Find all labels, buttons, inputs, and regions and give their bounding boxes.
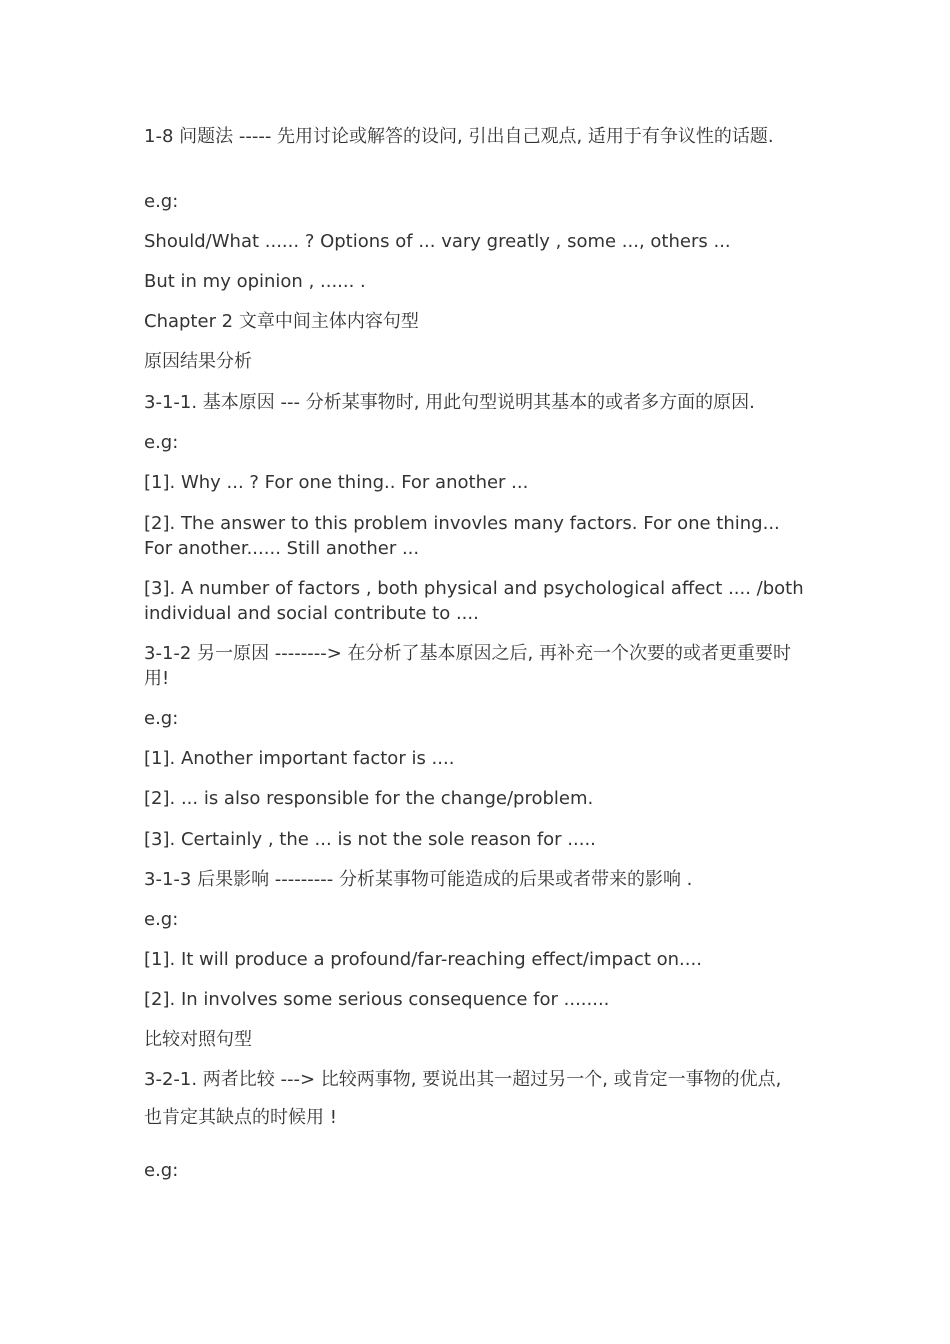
paragraph-example: [1]. It will produce a profound/far-reaching effect/impact on.... xyxy=(144,949,702,970)
paragraph-eg: e.g: xyxy=(144,708,179,729)
paragraph-comparison: 3-2-1. 两者比较 ---> 比较两事物, 要说出其一超过另一个, 或肯定一事物的优点, 也肯定其缺点的时候用 ! xyxy=(144,1069,788,1128)
paragraph-question-method: 1-8 问题法 ----- 先用讨论或解答的设问, 引出自己观点, 适用于有争议性的话题. xyxy=(144,126,774,147)
paragraph-eg: e.g: xyxy=(144,432,179,453)
paragraph-consequence: 3-1-3 后果影响 --------- 分析某事物可能造成的后果或者带来的影响 . xyxy=(144,869,693,890)
section-heading: 原因结果分析 xyxy=(144,351,252,372)
paragraph-example: Should/What ...... ? Options of ... vary greatly , some ..., others ... xyxy=(144,231,731,252)
chapter-heading: Chapter 2 文章中间主体内容句型 xyxy=(144,311,419,332)
paragraph-eg: e.g: xyxy=(144,191,179,212)
paragraph-example: But in my opinion , ...... . xyxy=(144,271,366,292)
paragraph-another-cause: 3-1-2 另一原因 --------> 在分析了基本原因之后, 再补充一个次要的或者更重要时用! xyxy=(144,643,791,689)
paragraph-example: [2]. The answer to this problem invovles many factors. For one thing... For another...... Still another ... xyxy=(144,513,786,559)
section-heading: 比较对照句型 xyxy=(144,1029,252,1050)
paragraph-example: [3]. Certainly , the ... is not the sole reason for ..... xyxy=(144,829,596,850)
paragraph-example: [1]. Another important factor is .... xyxy=(144,748,455,769)
paragraph-example: [3]. A number of factors , both physical and psychological affect .... /both individual and social contribute to .... xyxy=(144,578,810,624)
paragraph-eg: e.g: xyxy=(144,909,179,930)
paragraph-basic-cause: 3-1-1. 基本原因 --- 分析某事物时, 用此句型说明其基本的或者多方面的原因. xyxy=(144,392,755,413)
paragraph-example: [1]. Why ... ? For one thing.. For another ... xyxy=(144,472,529,493)
paragraph-example: [2]. In involves some serious consequence for ........ xyxy=(144,989,610,1010)
paragraph-example: [2]. ... is also responsible for the change/problem. xyxy=(144,788,594,809)
paragraph-eg: e.g: xyxy=(144,1160,179,1181)
